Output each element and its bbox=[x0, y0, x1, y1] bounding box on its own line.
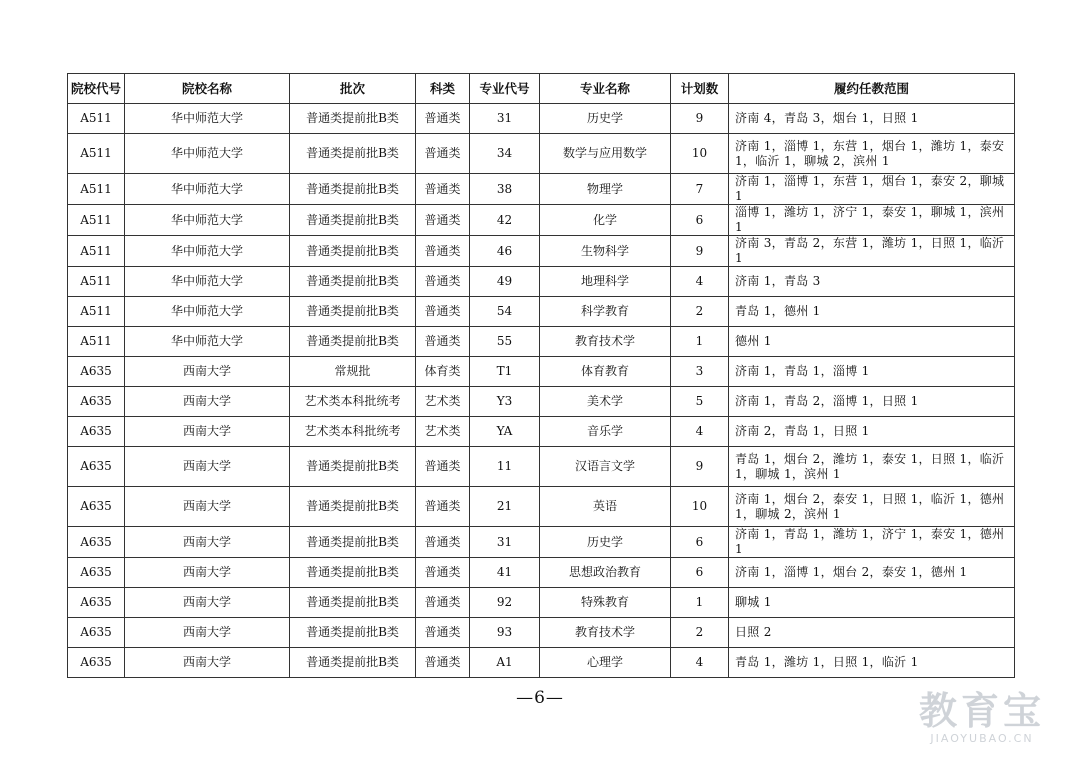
plan-count-cell: 1 bbox=[671, 588, 729, 618]
major-code-cell: 42 bbox=[470, 205, 540, 236]
school-name-cell: 华中师范大学 bbox=[125, 236, 290, 267]
teaching-scope-cell: 青岛 1，潍坊 1，日照 1，临沂 1 bbox=[729, 648, 1015, 678]
major-code-cell: Y3 bbox=[470, 387, 540, 417]
batch-cell: 艺术类本科批统考 bbox=[290, 387, 416, 417]
school-name-cell: 华中师范大学 bbox=[125, 327, 290, 357]
teaching-scope-cell: 济南 2，青岛 1，日照 1 bbox=[729, 417, 1015, 447]
plan-count-cell: 3 bbox=[671, 357, 729, 387]
teaching-scope-cell: 济南 1，淄博 1，烟台 2，泰安 1，德州 1 bbox=[729, 558, 1015, 588]
school-name-cell: 西南大学 bbox=[125, 648, 290, 678]
category-cell: 普通类 bbox=[416, 236, 470, 267]
batch-cell: 普通类提前批B类 bbox=[290, 134, 416, 174]
major-name-cell: 音乐学 bbox=[540, 417, 671, 447]
table-row bbox=[68, 297, 1015, 327]
plan-count-cell: 4 bbox=[671, 648, 729, 678]
teaching-scope-cell: 济南 4，青岛 3，烟台 1，日照 1 bbox=[729, 104, 1015, 134]
batch-cell: 普通类提前批B类 bbox=[290, 267, 416, 297]
batch-cell: 普通类提前批B类 bbox=[290, 558, 416, 588]
teaching-scope-cell: 济南 1，青岛 1，淄博 1 bbox=[729, 357, 1015, 387]
teaching-scope-cell: 聊城 1 bbox=[729, 588, 1015, 618]
school-name-cell: 西南大学 bbox=[125, 618, 290, 648]
major-code-cell: 41 bbox=[470, 558, 540, 588]
teaching-scope-cell: 淄博 1，潍坊 1，济宁 1，泰安 1，聊城 1，滨州 1 bbox=[729, 205, 1015, 236]
major-name-cell: 体育教育 bbox=[540, 357, 671, 387]
school-code-cell: A635 bbox=[68, 558, 125, 588]
table-row bbox=[68, 236, 1015, 267]
major-name-cell: 化学 bbox=[540, 205, 671, 236]
header-teaching-scope: 履约任教范围 bbox=[729, 74, 1015, 104]
major-name-cell: 心理学 bbox=[540, 648, 671, 678]
school-name-cell: 华中师范大学 bbox=[125, 297, 290, 327]
teaching-scope-cell: 青岛 1，德州 1 bbox=[729, 297, 1015, 327]
school-code-cell: A511 bbox=[68, 205, 125, 236]
school-name-cell: 西南大学 bbox=[125, 357, 290, 387]
category-cell: 体育类 bbox=[416, 357, 470, 387]
teaching-scope-cell: 济南 1，烟台 2，泰安 1，日照 1，临沂 1，德州 1，聊城 2，滨州 1 bbox=[729, 487, 1015, 527]
batch-cell: 普通类提前批B类 bbox=[290, 648, 416, 678]
school-name-cell: 西南大学 bbox=[125, 417, 290, 447]
school-code-cell: A511 bbox=[68, 327, 125, 357]
category-cell: 普通类 bbox=[416, 558, 470, 588]
header-major-code: 专业代号 bbox=[470, 74, 540, 104]
plan-count-cell: 9 bbox=[671, 236, 729, 267]
school-name-cell: 西南大学 bbox=[125, 447, 290, 487]
major-name-cell: 历史学 bbox=[540, 104, 671, 134]
school-code-cell: A511 bbox=[68, 134, 125, 174]
teaching-scope-cell: 济南 3，青岛 2，东营 1，潍坊 1，日照 1，临沂 1 bbox=[729, 236, 1015, 267]
teaching-scope-cell: 济南 1，淄博 1，东营 1，烟台 1，潍坊 1，泰安 1，临沂 1，聊城 2，滨州 1 bbox=[729, 134, 1015, 174]
school-name-cell: 华中师范大学 bbox=[125, 174, 290, 205]
major-code-cell: 54 bbox=[470, 297, 540, 327]
major-code-cell: 21 bbox=[470, 487, 540, 527]
school-code-cell: A635 bbox=[68, 648, 125, 678]
school-code-cell: A635 bbox=[68, 387, 125, 417]
category-cell: 普通类 bbox=[416, 134, 470, 174]
header-school-name: 院校名称 bbox=[125, 74, 290, 104]
school-name-cell: 西南大学 bbox=[125, 387, 290, 417]
school-name-cell: 西南大学 bbox=[125, 527, 290, 558]
major-name-cell: 物理学 bbox=[540, 174, 671, 205]
teaching-scope-cell: 济南 1，青岛 1，潍坊 1，济宁 1，泰安 1，德州 1 bbox=[729, 527, 1015, 558]
school-code-cell: A511 bbox=[68, 236, 125, 267]
plan-count-cell: 10 bbox=[671, 487, 729, 527]
watermark-sub-text: JIAOYUBAO.CN bbox=[930, 732, 1034, 745]
teaching-scope-cell: 青岛 1，烟台 2，潍坊 1，泰安 1，日照 1，临沂 1，聊城 1，滨州 1 bbox=[729, 447, 1015, 487]
batch-cell: 普通类提前批B类 bbox=[290, 327, 416, 357]
watermark-main-text: 教育宝 bbox=[918, 689, 1045, 733]
plan-count-cell: 5 bbox=[671, 387, 729, 417]
table-row bbox=[68, 357, 1015, 387]
category-cell: 普通类 bbox=[416, 487, 470, 527]
category-cell: 普通类 bbox=[416, 267, 470, 297]
header-school-code: 院校代号 bbox=[68, 74, 125, 104]
table-row bbox=[68, 588, 1015, 618]
major-code-cell: 31 bbox=[470, 527, 540, 558]
enrollment-plan-sheet bbox=[67, 73, 1014, 678]
table-row bbox=[68, 174, 1015, 205]
plan-count-cell: 2 bbox=[671, 297, 729, 327]
category-cell: 普通类 bbox=[416, 648, 470, 678]
school-code-cell: A511 bbox=[68, 104, 125, 134]
major-name-cell: 美术学 bbox=[540, 387, 671, 417]
header-category: 科类 bbox=[416, 74, 470, 104]
header-major-name: 专业名称 bbox=[540, 74, 671, 104]
header-plan-count: 计划数 bbox=[671, 74, 729, 104]
header-batch: 批次 bbox=[290, 74, 416, 104]
batch-cell: 普通类提前批B类 bbox=[290, 618, 416, 648]
batch-cell: 普通类提前批B类 bbox=[290, 236, 416, 267]
major-name-cell: 数学与应用数学 bbox=[540, 134, 671, 174]
plan-count-cell: 6 bbox=[671, 205, 729, 236]
major-name-cell: 科学教育 bbox=[540, 297, 671, 327]
batch-cell: 普通类提前批B类 bbox=[290, 588, 416, 618]
major-code-cell: 38 bbox=[470, 174, 540, 205]
teaching-scope-cell: 德州 1 bbox=[729, 327, 1015, 357]
major-code-cell: A1 bbox=[470, 648, 540, 678]
school-code-cell: A635 bbox=[68, 588, 125, 618]
school-name-cell: 华中师范大学 bbox=[125, 205, 290, 236]
major-code-cell: 46 bbox=[470, 236, 540, 267]
teaching-scope-cell: 济南 1，淄博 1，东营 1，烟台 1，泰安 2，聊城 1 bbox=[729, 174, 1015, 205]
plan-count-cell: 4 bbox=[671, 417, 729, 447]
plan-count-cell: 9 bbox=[671, 447, 729, 487]
page-number: —6— bbox=[516, 688, 564, 708]
major-name-cell: 英语 bbox=[540, 487, 671, 527]
school-code-cell: A511 bbox=[68, 267, 125, 297]
plan-count-cell: 9 bbox=[671, 104, 729, 134]
category-cell: 普通类 bbox=[416, 205, 470, 236]
major-name-cell: 地理科学 bbox=[540, 267, 671, 297]
teaching-scope-cell: 济南 1，青岛 3 bbox=[729, 267, 1015, 297]
school-name-cell: 西南大学 bbox=[125, 558, 290, 588]
watermark-logo bbox=[902, 690, 1062, 746]
table-row bbox=[68, 487, 1015, 527]
major-code-cell: 11 bbox=[470, 447, 540, 487]
school-code-cell: A635 bbox=[68, 357, 125, 387]
school-code-cell: A511 bbox=[68, 297, 125, 327]
plan-count-cell: 4 bbox=[671, 267, 729, 297]
school-name-cell: 华中师范大学 bbox=[125, 134, 290, 174]
table-row bbox=[68, 387, 1015, 417]
category-cell: 普通类 bbox=[416, 588, 470, 618]
table-row bbox=[68, 134, 1015, 174]
table-row bbox=[68, 527, 1015, 558]
plan-count-cell: 2 bbox=[671, 618, 729, 648]
batch-cell: 常规批 bbox=[290, 357, 416, 387]
major-code-cell: YA bbox=[470, 417, 540, 447]
table-row bbox=[68, 618, 1015, 648]
plan-count-cell: 7 bbox=[671, 174, 729, 205]
teaching-scope-cell: 日照 2 bbox=[729, 618, 1015, 648]
batch-cell: 普通类提前批B类 bbox=[290, 174, 416, 205]
major-name-cell: 历史学 bbox=[540, 527, 671, 558]
major-code-cell: 49 bbox=[470, 267, 540, 297]
major-code-cell: T1 bbox=[470, 357, 540, 387]
batch-cell: 普通类提前批B类 bbox=[290, 447, 416, 487]
category-cell: 普通类 bbox=[416, 327, 470, 357]
major-name-cell: 思想政治教育 bbox=[540, 558, 671, 588]
school-name-cell: 西南大学 bbox=[125, 588, 290, 618]
major-code-cell: 31 bbox=[470, 104, 540, 134]
school-name-cell: 华中师范大学 bbox=[125, 267, 290, 297]
major-name-cell: 教育技术学 bbox=[540, 327, 671, 357]
school-code-cell: A511 bbox=[68, 174, 125, 205]
category-cell: 普通类 bbox=[416, 297, 470, 327]
plan-count-cell: 10 bbox=[671, 134, 729, 174]
category-cell: 艺术类 bbox=[416, 387, 470, 417]
table-row bbox=[68, 648, 1015, 678]
school-code-cell: A635 bbox=[68, 447, 125, 487]
school-code-cell: A635 bbox=[68, 417, 125, 447]
table-header-row bbox=[68, 74, 1015, 104]
major-name-cell: 特殊教育 bbox=[540, 588, 671, 618]
major-name-cell: 生物科学 bbox=[540, 236, 671, 267]
category-cell: 普通类 bbox=[416, 104, 470, 134]
major-code-cell: 55 bbox=[470, 327, 540, 357]
plan-count-cell: 6 bbox=[671, 527, 729, 558]
category-cell: 普通类 bbox=[416, 447, 470, 487]
table-row bbox=[68, 104, 1015, 134]
batch-cell: 普通类提前批B类 bbox=[290, 527, 416, 558]
table-body bbox=[68, 104, 1015, 678]
major-code-cell: 34 bbox=[470, 134, 540, 174]
school-name-cell: 华中师范大学 bbox=[125, 104, 290, 134]
teaching-scope-cell: 济南 1，青岛 2，淄博 1，日照 1 bbox=[729, 387, 1015, 417]
plan-count-cell: 1 bbox=[671, 327, 729, 357]
plan-table bbox=[67, 73, 1015, 678]
school-code-cell: A635 bbox=[68, 527, 125, 558]
table-row bbox=[68, 205, 1015, 236]
plan-count-cell: 6 bbox=[671, 558, 729, 588]
batch-cell: 普通类提前批B类 bbox=[290, 297, 416, 327]
table-row bbox=[68, 558, 1015, 588]
batch-cell: 艺术类本科批统考 bbox=[290, 417, 416, 447]
school-code-cell: A635 bbox=[68, 618, 125, 648]
batch-cell: 普通类提前批B类 bbox=[290, 205, 416, 236]
category-cell: 普通类 bbox=[416, 618, 470, 648]
batch-cell: 普通类提前批B类 bbox=[290, 487, 416, 527]
major-name-cell: 教育技术学 bbox=[540, 618, 671, 648]
school-name-cell: 西南大学 bbox=[125, 487, 290, 527]
table-row bbox=[68, 417, 1015, 447]
major-name-cell: 汉语言文学 bbox=[540, 447, 671, 487]
category-cell: 艺术类 bbox=[416, 417, 470, 447]
table-row bbox=[68, 327, 1015, 357]
category-cell: 普通类 bbox=[416, 174, 470, 205]
major-code-cell: 92 bbox=[470, 588, 540, 618]
school-code-cell: A635 bbox=[68, 487, 125, 527]
table-row bbox=[68, 447, 1015, 487]
major-code-cell: 93 bbox=[470, 618, 540, 648]
batch-cell: 普通类提前批B类 bbox=[290, 104, 416, 134]
category-cell: 普通类 bbox=[416, 527, 470, 558]
table-row bbox=[68, 267, 1015, 297]
